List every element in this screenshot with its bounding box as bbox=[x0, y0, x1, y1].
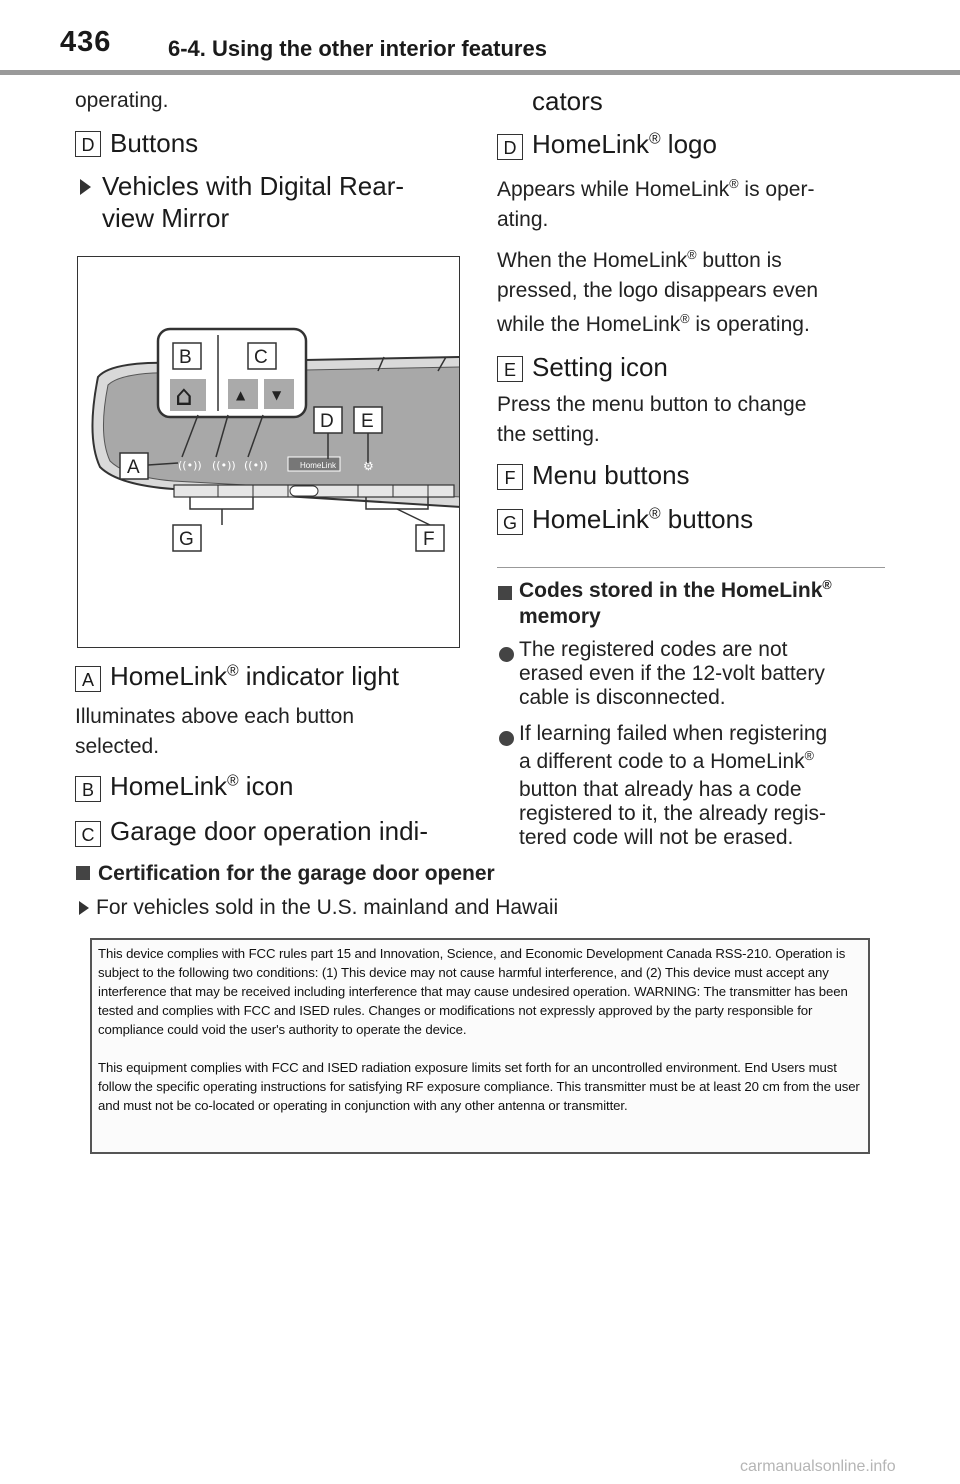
setting-icon-label: Setting icon bbox=[532, 352, 668, 382]
mirror-illustration bbox=[78, 257, 460, 648]
badge-f: F bbox=[497, 464, 523, 490]
indicator-desc-1: Illuminates above each button bbox=[75, 705, 355, 728]
bullet-line-2: view Mirror bbox=[102, 203, 230, 233]
badge-d-left: D bbox=[75, 131, 101, 157]
label-a: A bbox=[127, 457, 140, 478]
badge-a: A bbox=[75, 666, 101, 692]
badge-d-right: D bbox=[497, 134, 523, 160]
round-bullet-icon bbox=[499, 731, 514, 746]
codes-bullet-2: If learning failed when registering a different code to a HomeLink® button that already has a code registered to it, the already regis- tered code will not be erased. bbox=[519, 722, 828, 849]
label-f: F bbox=[423, 529, 435, 550]
label-d: D bbox=[320, 411, 334, 432]
label-b: B bbox=[179, 347, 192, 368]
logo-desc-1: Appears while HomeLink® is oper- bbox=[497, 177, 815, 201]
logo-desc-3: When the HomeLink® button is bbox=[497, 248, 782, 272]
buttons-label: Buttons bbox=[110, 128, 199, 158]
home-icon: ⌂ bbox=[175, 379, 193, 412]
bullet-line-1: Vehicles with Digital Rear- bbox=[102, 171, 405, 201]
bullet-arrow-icon bbox=[79, 901, 89, 915]
indicator-1: ((•)) bbox=[178, 459, 202, 472]
homelink-logo-label: HomeLink® logo bbox=[532, 129, 717, 159]
badge-g: G bbox=[497, 509, 523, 535]
badge-c: C bbox=[75, 821, 101, 847]
round-bullet-icon bbox=[499, 647, 514, 662]
square-bullet-icon bbox=[76, 866, 90, 880]
indicator-3: ((•)) bbox=[244, 459, 268, 472]
header-rule bbox=[0, 70, 960, 75]
watermark: carmanualsonline.info bbox=[740, 1458, 896, 1475]
bullet-arrow-icon bbox=[80, 179, 91, 195]
down-arrow-icon: ▼ bbox=[272, 388, 282, 402]
label-e: E bbox=[361, 411, 374, 432]
section-title: 6-4. Using the other interior features bbox=[168, 36, 547, 61]
garage-indicator-label: Garage door operation indi- bbox=[110, 816, 428, 846]
section-separator bbox=[497, 567, 885, 568]
indicator-2: ((•)) bbox=[212, 459, 236, 472]
gear-icon: ⚙ bbox=[363, 459, 374, 473]
homelink-logo-text: HomeLink bbox=[300, 461, 337, 470]
fcc-notice-box bbox=[90, 938, 870, 1154]
setting-desc-1: Press the menu button to change bbox=[497, 393, 807, 416]
logo-desc-4: pressed, the logo disappears even bbox=[497, 279, 819, 302]
badge-e: E bbox=[497, 356, 523, 382]
logo-desc-5: while the HomeLink® is operating. bbox=[497, 312, 810, 336]
homelink-buttons-label: HomeLink® buttons bbox=[532, 504, 754, 534]
menu-buttons-label: Menu buttons bbox=[532, 460, 690, 490]
up-arrow-icon: ▲ bbox=[236, 388, 246, 402]
certification-bullet: For vehicles sold in the U.S. mainland and Hawaii bbox=[96, 896, 559, 919]
label-c: C bbox=[254, 347, 268, 368]
homelink-icon-label: HomeLink® icon bbox=[110, 771, 294, 801]
codes-heading: Codes stored in the HomeLink® memory bbox=[519, 578, 832, 628]
fcc-notice-paragraph-1: This device complies with FCC rules part 15 and Innovation, Science, and Economic Development Canada RSS-210. Operation is subject to the following two conditions: (1) This device may not cause harmful interference, and (2) This device must accept any interference that may be received including interference that may cause undesired operation. WARNING: The transmitter has been tested and complies with FCC and ISED rules. Changes or modifications not expressly approved by the party responsible for compliance could void the user's authority to operate the device. bbox=[98, 946, 848, 1037]
setting-desc-2: the setting. bbox=[497, 423, 600, 446]
cators-continued: cators bbox=[532, 86, 603, 116]
certification-heading: Certification for the garage door opener bbox=[98, 862, 495, 885]
fcc-notice-paragraph-2: This equipment complies with FCC and ISED radiation exposure limits set forth for an uncontrolled environment. End Users must follow the specific operating instructions for satisfying RF exposure compliance. This transmitter must be at least 20 cm from the user and must not be co-located or operating in conjunction with any other antenna or transmitter. bbox=[98, 1060, 860, 1113]
label-g: G bbox=[179, 529, 194, 550]
mirror-figure bbox=[77, 256, 460, 648]
indicator-desc-2: selected. bbox=[75, 735, 160, 758]
intro-text: operating. bbox=[75, 89, 169, 112]
page-number: 436 bbox=[60, 26, 112, 58]
codes-bullet-1: The registered codes are not erased even if the 12-volt battery cable is disconnected. bbox=[519, 638, 825, 709]
square-bullet-icon bbox=[498, 586, 512, 600]
indicator-light-label: HomeLink® indicator light bbox=[110, 661, 399, 691]
logo-desc-2: ating. bbox=[497, 208, 549, 231]
badge-b: B bbox=[75, 776, 101, 802]
